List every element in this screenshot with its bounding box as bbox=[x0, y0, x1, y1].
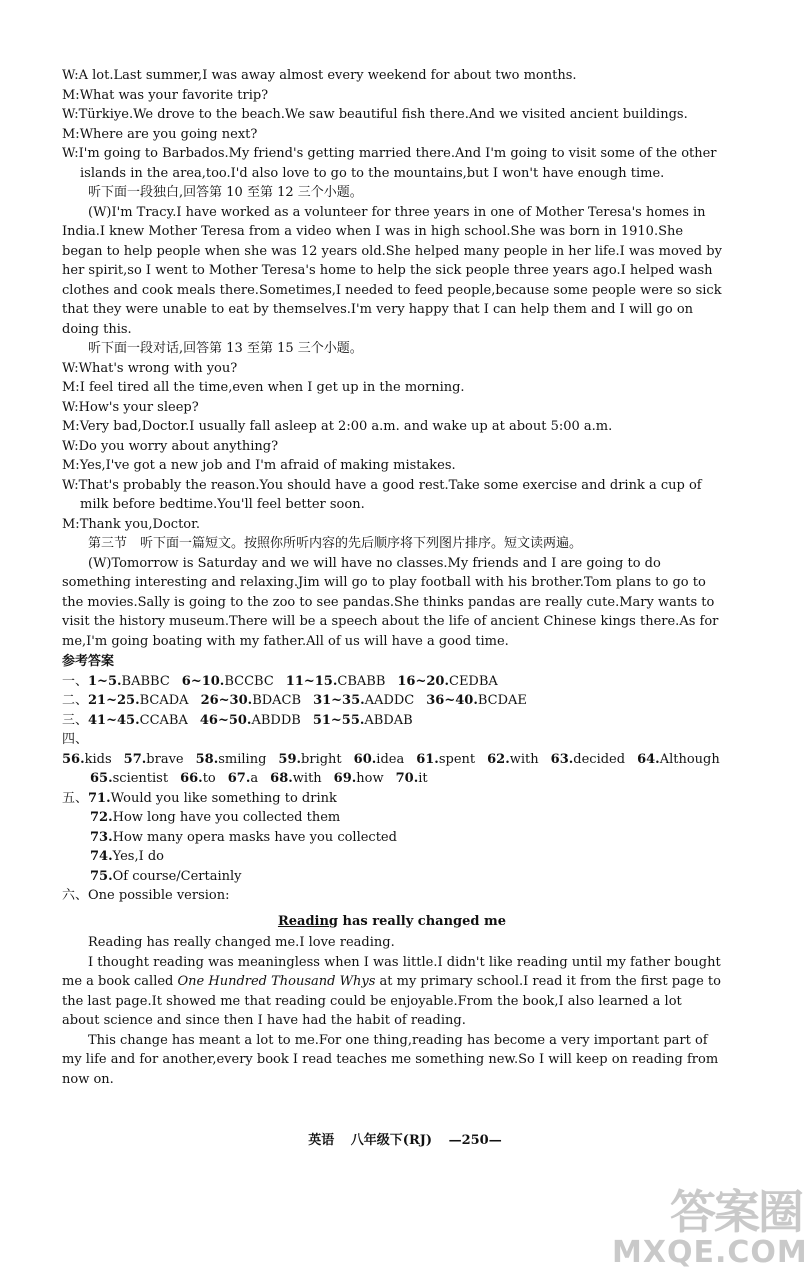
answer-item bbox=[196, 752, 267, 767]
dialogue-line: M:Very bad,Doctor.I usually fall asleep at 2:00 a.m. and wake up at about 5:00 a.m. bbox=[62, 419, 613, 434]
dialogue-line: W:Türkiye.We drove to the beach.We saw beautiful fish there.And we visited ancient buildings. bbox=[62, 107, 688, 122]
answer-number: 62. bbox=[487, 751, 510, 767]
answer-item bbox=[201, 693, 301, 708]
answer-value: idea bbox=[376, 751, 405, 767]
essay-text: I thought reading was meaningless when I was little.I didn't like reading until my father bought me a book called bbox=[62, 954, 721, 989]
answer-list bbox=[88, 674, 510, 689]
answer-number: 21~25. bbox=[88, 693, 140, 708]
dialogue-line: W:How's your sleep? bbox=[62, 399, 199, 415]
answer-item bbox=[88, 713, 188, 728]
answer-number: 60. bbox=[353, 751, 377, 767]
essay-paragraph-2 bbox=[62, 953, 722, 1031]
answer-number: 70. bbox=[395, 771, 419, 786]
dialogue-2 bbox=[62, 359, 722, 535]
answer-row-1 bbox=[62, 672, 722, 692]
answer-number: 69. bbox=[333, 771, 357, 786]
answer-value: ABDAB bbox=[364, 712, 413, 728]
essay-title-rest: has really changed me bbox=[338, 913, 507, 929]
watermark-url: MXQE.COM bbox=[612, 1235, 808, 1270]
answer-item bbox=[90, 810, 352, 825]
answer-item bbox=[200, 713, 301, 728]
answer-value: smiling bbox=[218, 751, 267, 767]
section-text: One possible version: bbox=[88, 888, 230, 903]
dialogue-line: W:Do you worry about anything? bbox=[62, 438, 279, 454]
essay-text: at my primary school.I read it from the first page to the last page.It showed me that reading could be enjoyable.From the book,I also learned a lot about science and since then I have had the habit of reading. bbox=[62, 974, 721, 1028]
answer-number: 63. bbox=[550, 751, 574, 767]
answer-item bbox=[90, 830, 397, 845]
footer-grade: 八年级下(RJ) bbox=[350, 1133, 433, 1148]
answer-value: it bbox=[418, 771, 428, 786]
answer-row-4 bbox=[62, 730, 722, 769]
page-footer bbox=[0, 1129, 810, 1148]
section-label: 一、 bbox=[62, 673, 89, 689]
answer-value: BDACB bbox=[252, 693, 302, 708]
answer-item bbox=[90, 869, 254, 884]
essay-title bbox=[62, 912, 722, 932]
answer-item bbox=[313, 693, 414, 708]
answer-item bbox=[90, 830, 409, 845]
answer-item bbox=[637, 752, 720, 767]
essay-paragraph-1: Reading has really changed me.I love reading. bbox=[88, 935, 395, 950]
answer-number: 11~15. bbox=[285, 673, 338, 689]
answer-item bbox=[90, 869, 242, 884]
answer-value: AADDC bbox=[364, 693, 415, 708]
dialogue-line: M:Yes,I've got a new job and I'm afraid of making mistakes. bbox=[62, 458, 456, 473]
dialogue-line: M:I feel tired all the time,even when I get up in the morning. bbox=[62, 380, 465, 395]
answer-value: CBABB bbox=[337, 673, 386, 689]
dialogue-line: M:Where are you going next? bbox=[62, 126, 258, 142]
answer-item bbox=[354, 752, 405, 767]
answer-item bbox=[426, 693, 527, 708]
section-label: 五、 bbox=[62, 790, 89, 806]
answer-value: decided bbox=[573, 751, 626, 767]
answer-number: 46~50. bbox=[199, 712, 252, 728]
answer-number: 65. bbox=[90, 771, 113, 786]
answer-number: 66. bbox=[180, 771, 203, 786]
answer-number: 51~55. bbox=[312, 712, 365, 728]
answer-row-5 bbox=[62, 789, 722, 809]
answer-number: 73. bbox=[90, 829, 113, 845]
answer-value: brave bbox=[146, 751, 184, 767]
answer-item bbox=[313, 713, 413, 728]
watermark-logo: 答案圈 bbox=[670, 1185, 802, 1239]
answer-item bbox=[286, 674, 386, 689]
answer-value: BCDAE bbox=[477, 693, 527, 708]
answer-value: Of course/Certainly bbox=[112, 868, 242, 884]
answer-item bbox=[270, 771, 322, 786]
answer-key bbox=[62, 672, 722, 906]
answer-value: Yes,I do bbox=[112, 849, 164, 864]
answer-item bbox=[180, 771, 216, 786]
answer-value: CCABA bbox=[139, 712, 188, 728]
answer-row-4b bbox=[62, 769, 722, 789]
answer-number: 6~10. bbox=[181, 673, 225, 689]
dialogue-line: W:What's wrong with you? bbox=[62, 360, 238, 376]
answer-item bbox=[228, 771, 258, 786]
answer-value: with bbox=[292, 771, 322, 786]
answer-value: bright bbox=[301, 751, 342, 767]
dialogue-1 bbox=[62, 66, 722, 183]
section-label: 三、 bbox=[62, 712, 89, 728]
answer-number: 41~45. bbox=[88, 712, 140, 728]
answer-item bbox=[90, 849, 164, 864]
answer-number: 31~35. bbox=[313, 693, 365, 708]
answer-value: with bbox=[509, 751, 539, 767]
watermark bbox=[612, 1185, 808, 1272]
answer-list bbox=[88, 713, 425, 728]
answer-value: BABBC bbox=[121, 673, 170, 689]
answer-value: spent bbox=[438, 751, 476, 767]
answer-number: 36~40. bbox=[426, 693, 478, 708]
answer-value: How long have you collected them bbox=[112, 810, 341, 825]
answer-item bbox=[90, 810, 340, 825]
answer-item bbox=[88, 791, 349, 806]
answer-number: 59. bbox=[278, 751, 302, 767]
answer-value: scientist bbox=[112, 771, 169, 786]
answer-row-5e bbox=[62, 867, 722, 887]
dialogue-line: M:Thank you,Doctor. bbox=[62, 516, 201, 532]
dialogue-line: W:I'm going to Barbados.My friend's getting married there.And I'm going to visit some of the other islands in the area,too.I'd also love to go to the mountains,but I won't have enough time. bbox=[62, 146, 717, 181]
book-title: One Hundred Thousand Whys bbox=[177, 974, 376, 989]
answer-item bbox=[278, 752, 341, 767]
answer-item bbox=[90, 849, 176, 864]
answer-item bbox=[551, 752, 625, 767]
answer-number: 1~5. bbox=[88, 673, 122, 689]
answer-number: 74. bbox=[90, 849, 113, 864]
answer-number: 16~20. bbox=[397, 673, 449, 689]
answer-value: How many opera masks have you collected bbox=[112, 829, 397, 845]
answer-number: 61. bbox=[416, 751, 439, 767]
answer-item bbox=[88, 693, 189, 708]
answer-item bbox=[416, 752, 475, 767]
instruction-2: 听下面一段对话,回答第 13 至第 15 三个小题。 bbox=[88, 341, 363, 356]
answer-row-3 bbox=[62, 711, 722, 731]
answer-value: ABDDB bbox=[251, 712, 301, 728]
dialogue-line: W:That's probably the reason.You should have a good rest.Take some exercise and drink a cup of milk before bedtime.You'll feel better soon. bbox=[62, 477, 702, 512]
answer-item bbox=[182, 674, 274, 689]
answer-value: CEDBA bbox=[449, 673, 498, 689]
section-label: 二、 bbox=[62, 693, 89, 708]
answer-row-5b bbox=[62, 808, 722, 828]
answer-row-2 bbox=[62, 691, 722, 711]
page-content bbox=[62, 66, 722, 1089]
answer-number: 57. bbox=[123, 751, 147, 767]
page-number: —250— bbox=[448, 1133, 502, 1148]
answer-list bbox=[62, 752, 732, 767]
answer-item bbox=[62, 752, 112, 767]
section-label: 六、 bbox=[62, 888, 89, 903]
answer-value: Although bbox=[659, 751, 720, 767]
answer-value: a bbox=[250, 771, 259, 786]
essay-paragraph-3: This change has meant a lot to me.For one thing,reading has become a very important part of my life and for another,every book I read teaches me something new.So I will keep on reading from now on. bbox=[62, 1032, 719, 1087]
answer-list bbox=[88, 693, 539, 708]
answer-item bbox=[487, 752, 539, 767]
answer-value: to bbox=[202, 771, 216, 786]
essay-title-underlined: Reading bbox=[277, 913, 339, 929]
answer-value: Would you like something to drink bbox=[110, 790, 337, 806]
answer-number: 68. bbox=[270, 771, 293, 786]
answer-value: kids bbox=[84, 751, 112, 767]
answer-item bbox=[88, 674, 170, 689]
dialogue-line: W:A lot.Last summer,I was away almost every weekend for about two months. bbox=[62, 68, 577, 83]
answer-item bbox=[124, 752, 184, 767]
answer-number: 56. bbox=[62, 751, 85, 767]
answer-number: 72. bbox=[90, 810, 113, 825]
answer-number: 67. bbox=[227, 771, 251, 786]
instruction-1: 听下面一段独白,回答第 10 至第 12 三个小题。 bbox=[88, 185, 363, 200]
answer-item bbox=[88, 791, 337, 806]
answer-item bbox=[397, 674, 497, 689]
passage: (W)Tomorrow is Saturday and we will have no classes.My friends and I are going to do something interesting and relaxing.Jim will go to play football with his brother.Tom plans to go to the movies.Sally is going to the zoo to see pandas.She thinks pandas are really cute.Mary wants to visit the history museum.There will be a speech about the life of ancient Chinese kings there.As for me,I'm going boating with my father.All of us will have a good time. bbox=[62, 555, 719, 649]
answer-row-5c bbox=[62, 828, 722, 848]
answer-number: 75. bbox=[90, 868, 113, 884]
answer-number: 71. bbox=[88, 790, 111, 806]
answer-item bbox=[334, 771, 384, 786]
answer-value: BCADA bbox=[139, 693, 189, 708]
answer-number: 58. bbox=[195, 751, 219, 767]
answer-value: BCCBC bbox=[224, 673, 274, 689]
section-label: 四、 bbox=[62, 732, 89, 747]
answer-item bbox=[90, 771, 168, 786]
answer-row-6 bbox=[62, 886, 722, 906]
dialogue-line: M:What was your favorite trip? bbox=[62, 87, 269, 103]
answer-row-5d bbox=[62, 847, 722, 867]
answer-value: how bbox=[356, 771, 384, 786]
answer-item bbox=[396, 771, 428, 786]
answers-heading: 参考答案 bbox=[62, 654, 115, 669]
instruction-3: 第三节 听下面一篇短文。按照你所听内容的先后顺序将下列图片排序。短文读两遍。 bbox=[88, 536, 583, 551]
answer-number: 64. bbox=[637, 751, 660, 767]
answer-number: 26~30. bbox=[200, 693, 253, 708]
answer-list bbox=[90, 771, 440, 786]
footer-subject: 英语 bbox=[308, 1133, 335, 1148]
monologue: (W)I'm Tracy.I have worked as a volunteer for three years in one of Mother Teresa's homes in India.I knew Mother Teresa from a video when I was in high school.She was born in 1910.She began to help people when she was 12 years old.She helped many people in her life.I was moved by her spirit,so I went to Mother Teresa's home to help the sick people three years ago.I helped wash clothes and cook meals there.Sometimes,I needed to feed people,because some people were so sick that they were unable to eat by themselves.I'm very happy that I can help them and I will go on doing this. bbox=[62, 204, 722, 337]
